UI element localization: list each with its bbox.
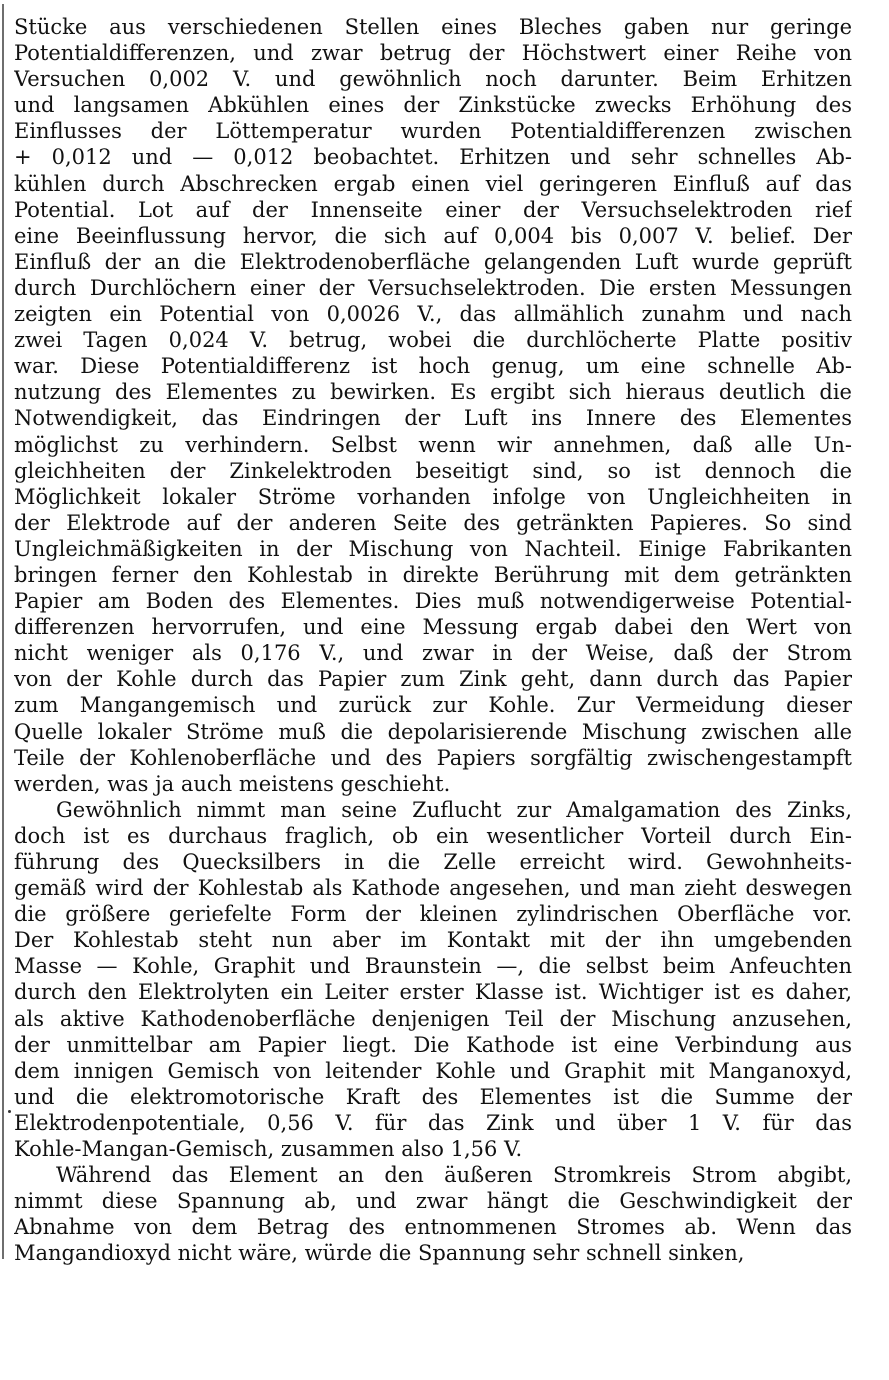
text-line-content: nimmt diese Spannung ab, und zwar hängt die Geschwindigkeit der — [14, 1189, 852, 1214]
text-line-content: der Elektrode auf der anderen Seite des getränkten Papieres. So sind — [14, 510, 852, 535]
text-line — [14, 301, 852, 327]
text-line-content: Teile der Kohlenoberfläche und des Papiers sorgfältig zwischengestampft — [14, 745, 852, 770]
text-line — [14, 536, 852, 562]
text-line — [14, 927, 852, 953]
text-line — [14, 1110, 852, 1136]
text-line — [14, 875, 852, 901]
text-line-content: zum Mangangemisch und zurück zur Kohle. Zur Vermeidung dieser — [14, 693, 852, 718]
text-line — [14, 745, 852, 771]
text-line-content: bringen ferner den Kohlestab in direkte Berührung mit dem getränkten — [14, 562, 852, 587]
text-line — [14, 484, 852, 510]
text-line — [14, 458, 852, 484]
text-line — [14, 692, 852, 718]
text-line-content: zeigten ein Potential von 0,0026 V., das allmählich zunahm und nach — [14, 302, 852, 327]
ink-speck — [8, 1110, 11, 1113]
paragraph — [14, 14, 852, 797]
text-line-content: Masse — Kohle, Graphit und Braunstein —, die selbst beim Anfeuchten — [14, 954, 852, 979]
text-line — [14, 823, 852, 849]
text-line-content: kühlen durch Abschrecken ergab einen viel geringeren Einfluß auf das — [14, 171, 852, 196]
text-line-content: doch ist es durchaus fraglich, ob ein wesentlicher Vorteil durch Ein- — [14, 823, 852, 848]
text-line — [14, 1240, 852, 1266]
text-line-content: Papier am Boden des Elementes. Dies muß notwendigerweise Potential- — [14, 589, 852, 614]
text-line-content: Quelle lokaler Ströme muß die depolarisierende Mischung zwischen alle — [14, 719, 852, 744]
text-line-content: nicht weniger als 0,176 V., und zwar in der Weise, daß der Strom — [14, 641, 852, 666]
text-line — [14, 1006, 852, 1032]
body-text — [14, 14, 852, 1267]
text-line-content: der unmittelbar am Papier liegt. Die Kathode ist eine Verbindung aus — [14, 1032, 852, 1057]
text-line-content: die größere geriefelte Form der kleinen zylindrischen Oberfläche vor. — [14, 902, 852, 927]
text-line-content: Der Kohlestab steht nun aber im Kontakt mit der ihn umgebenden — [14, 928, 852, 953]
text-line-content: Möglichkeit lokaler Ströme vorhanden infolge von Ungleichheiten in — [14, 484, 852, 509]
text-line — [14, 953, 852, 979]
text-line-content: gleichheiten der Zinkelektroden beseitigt sind, so ist dennoch die — [14, 458, 852, 483]
text-line — [14, 405, 852, 431]
text-line-content: Gewöhnlich nimmt man seine Zuflucht zur Amalgamation des Zinks, — [56, 797, 852, 822]
text-line — [14, 275, 852, 301]
paragraph — [14, 1162, 852, 1266]
text-line — [14, 614, 852, 640]
text-line-content: Versuchen 0,002 V. und gewöhnlich noch darunter. Beim Erhitzen — [14, 67, 852, 92]
text-line — [14, 1214, 852, 1240]
text-line — [14, 171, 852, 197]
text-line — [14, 1058, 852, 1084]
text-line — [14, 197, 852, 223]
text-line-content: Elektrodenpotentiale, 0,56 V. für das Zink und über 1 V. für das — [14, 1110, 852, 1135]
text-line — [14, 1084, 852, 1110]
text-line — [14, 510, 852, 536]
text-line-content: Einflusses der Löttemperatur wurden Potentialdifferenzen zwischen — [14, 119, 852, 144]
text-line — [14, 849, 852, 875]
text-line-content: werden, was ja auch meistens geschieht. — [14, 771, 451, 796]
text-line-content: durch den Elektrolyten ein Leiter erster Klasse ist. Wichtiger ist es daher, — [14, 980, 852, 1005]
text-line-content: + 0,012 und — 0,012 beobachtet. Erhitzen und sehr schnelles Ab- — [14, 145, 852, 170]
text-line — [14, 249, 852, 275]
text-line-content: Abnahme von dem Betrag des entnommenen Stromes ab. Wenn das — [14, 1215, 852, 1240]
text-line-content: Kohle-Mangan-Gemisch, zusammen also 1,56 V. — [14, 1137, 523, 1162]
text-line-content: durch Durchlöchern einer der Versuchselektroden. Die ersten Messungen — [14, 275, 852, 300]
text-line-content: Einfluß der an die Elektrodenoberfläche gelangenden Luft wurde geprüft — [14, 249, 852, 274]
text-line-content: von der Kohle durch das Papier zum Zink geht, dann durch das Papier — [14, 667, 852, 692]
text-line-content: Stücke aus verschiedenen Stellen eines Bleches gaben nur geringe — [14, 15, 852, 39]
text-line — [14, 353, 852, 379]
text-line — [14, 1188, 852, 1214]
text-line — [14, 640, 852, 666]
text-line — [14, 379, 852, 405]
text-line-content: Während das Element an den äußeren Stromkreis Strom abgibt, — [56, 1163, 852, 1188]
text-line-content: Mangandioxyd nicht wäre, würde die Spannung sehr schnell sinken, — [14, 1241, 745, 1266]
text-line — [14, 562, 852, 588]
text-line — [14, 1136, 852, 1162]
text-line — [14, 66, 852, 92]
text-line — [14, 666, 852, 692]
text-line-content: Ungleichmäßigkeiten in der Mischung von Nachteil. Einige Fabrikanten — [14, 536, 852, 561]
text-line — [14, 771, 852, 797]
text-line — [14, 797, 852, 823]
text-line-content: gemäß wird der Kohlestab als Kathode angesehen, und man zieht deswegen — [14, 876, 852, 901]
text-line-content: Potential. Lot auf der Innenseite einer der Versuchselektroden rief — [14, 197, 852, 222]
text-line — [14, 327, 852, 353]
text-line — [14, 14, 852, 40]
text-line — [14, 40, 852, 66]
text-line-content: und langsamen Abkühlen eines der Zinkstücke zwecks Erhöhung des — [14, 93, 852, 118]
text-line-content: nutzung des Elementes zu bewirken. Es ergibt sich hieraus deutlich die — [14, 380, 852, 405]
text-line-content: Potentialdifferenzen, und zwar betrug der Höchstwert einer Reihe von — [14, 41, 852, 66]
page-margin-rule — [2, 4, 4, 1259]
text-line-content: dem innigen Gemisch von leitender Kohle und Graphit mit Manganoxyd, — [14, 1058, 852, 1083]
text-line — [14, 719, 852, 745]
paragraph — [14, 797, 852, 1162]
text-line-content: Notwendigkeit, das Eindringen der Luft ins Innere des Elementes — [14, 406, 852, 431]
text-line — [14, 1162, 852, 1188]
text-line — [14, 588, 852, 614]
text-line-content: führung des Quecksilbers in die Zelle erreicht wird. Gewohnheits- — [14, 850, 852, 874]
text-line — [14, 92, 852, 118]
text-line — [14, 432, 852, 458]
text-line-content: eine Beeinflussung hervor, die sich auf 0,004 bis 0,007 V. belief. Der — [14, 223, 852, 248]
text-line-content: und die elektromotorische Kraft des Elementes ist die Summe der — [14, 1084, 852, 1109]
text-line — [14, 223, 852, 249]
text-line-content: möglichst zu verhindern. Selbst wenn wir annehmen, daß alle Un- — [14, 432, 852, 457]
text-line-content: zwei Tagen 0,024 V. betrug, wobei die durchlöcherte Platte positiv — [14, 328, 852, 353]
text-line-content: war. Diese Potentialdifferenz ist hoch genug, um eine schnelle Ab- — [14, 354, 852, 379]
text-line — [14, 1032, 852, 1058]
text-line-content: differenzen hervorrufen, und eine Messung ergab dabei den Wert von — [14, 615, 852, 640]
text-line — [14, 144, 852, 170]
text-line-content: als aktive Kathodenoberfläche denjenigen Teil der Mischung anzusehen, — [14, 1006, 852, 1031]
text-line — [14, 979, 852, 1005]
text-line — [14, 118, 852, 144]
text-line — [14, 901, 852, 927]
